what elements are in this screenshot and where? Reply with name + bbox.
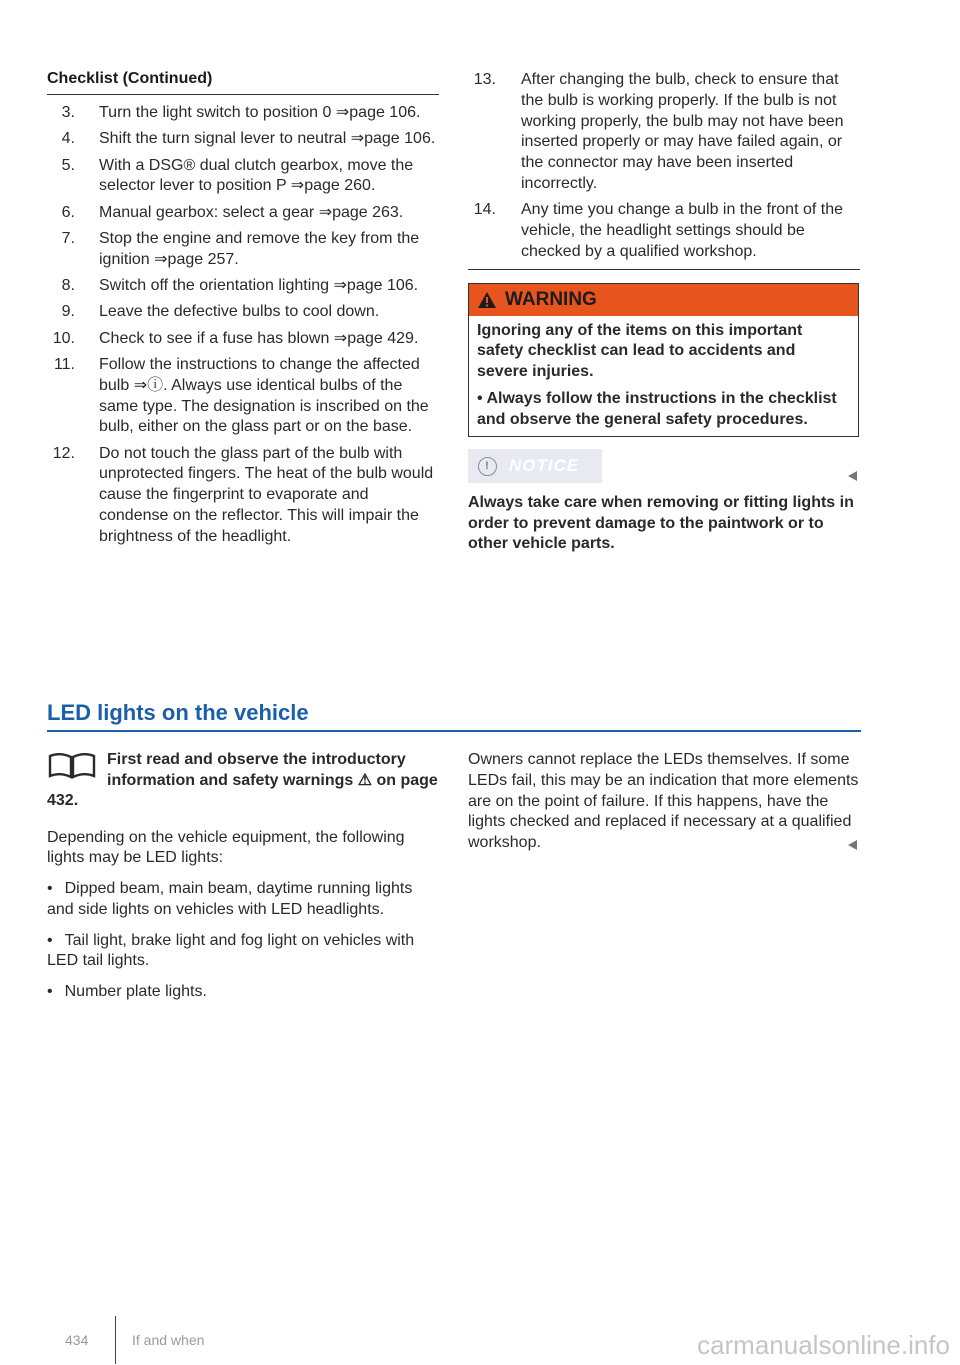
bullet-text: Dipped beam, main beam, daytime running lights and side lights on vehicles with LED headlights. [47, 880, 413, 918]
bullet-text: Tail light, brake light and fog light on vehicles with LED tail lights. [47, 931, 415, 970]
step-number: 12. [52, 444, 75, 462]
step-text: Any time you change a bulb in the front of the vehicle, the headlight settings should be checked by a qualified workshop. [521, 201, 843, 260]
step-number: 4. [61, 130, 75, 148]
section-title: LED lights on the vehicle [47, 700, 861, 732]
paragraph: Depending on the vehicle equipment, the following lights may be LED lights: [47, 828, 405, 867]
watermark: carmanualsonline.info [697, 1330, 950, 1360]
checklist-steps-left [47, 103, 439, 548]
step-number: 11. [53, 355, 75, 373]
step-text: Manual gearbox: select a gear ⇒page 263. [99, 203, 404, 221]
checklist-right-column [468, 70, 860, 555]
notice-icon: ! [478, 457, 497, 476]
page-footer [65, 1316, 204, 1364]
step-number: 10. [52, 329, 75, 347]
checklist-steps-right [468, 70, 860, 263]
step-number: 14. [473, 201, 496, 219]
step-number: 13. [473, 71, 496, 88]
step-text: Switch off the orientation lighting ⇒page 106. [99, 277, 419, 295]
step-number: 7. [61, 229, 75, 247]
checklist-step [47, 103, 439, 124]
step-number: 6. [61, 203, 75, 221]
checklist-step [47, 329, 439, 350]
led-right-column [468, 750, 860, 854]
intro-note [47, 750, 439, 812]
step-number: 3. [61, 104, 75, 121]
bullet-item: • Tail light, brake light and fog light on vehicles with LED tail lights. [47, 931, 415, 970]
open-book-icon [47, 752, 97, 780]
checklist-step [468, 200, 860, 262]
warning-triangle-icon [477, 291, 497, 309]
checklist-step [47, 444, 439, 548]
warning-body [469, 316, 858, 437]
bullet-item: • Dipped beam, main beam, daytime running lights and side lights on vehicles with LED headlights. [47, 880, 413, 918]
step-text: Do not touch the glass part of the bulb with unprotected fingers. The heat of the bulb would cause the fingerprint to evaporate and condense on the reflector. This will impair the brightness of the headlight. [99, 444, 434, 545]
end-of-section-icon [848, 471, 857, 481]
step-text: Stop the engine and remove the key from the ignition ⇒page 257. [99, 229, 420, 268]
step-text: With a DSG® dual clutch gearbox, move the selector lever to position P ⇒page 260. [99, 156, 414, 195]
intro-text: First read and observe the introductory information and safety warnings ⚠ on page 432. [47, 751, 438, 809]
step-text: Turn the light switch to position 0 ⇒page 106. [99, 104, 421, 121]
warning-header [469, 284, 858, 316]
checklist-step [47, 129, 439, 150]
checklist-step [47, 156, 439, 198]
bullet-item: • Number plate lights. [47, 983, 207, 1001]
divider [468, 269, 860, 270]
step-text: Leave the defective bulbs to cool down. [99, 303, 380, 321]
paragraph: Owners cannot replace the LEDs themselves. If some LEDs fail, this may be an indication that more elements are on the point of failure. If this happens, have the lights checked and replaced if necessary at a qualified workshop. [468, 751, 859, 852]
step-text: Check to see if a fuse has blown ⇒page 429. [99, 329, 419, 347]
checklist-step [47, 229, 439, 271]
checklist-left-column [47, 70, 439, 553]
checklist-step [47, 355, 439, 438]
step-number: 8. [61, 277, 75, 295]
step-text: After changing the bulb, check to ensure that the bulb is working properly. If the bulb is not working properly, the bulb may not have been inserted properly or may have failed again, or the connector may have been inserted incorrectly. [521, 71, 844, 192]
step-number: 9. [61, 303, 75, 321]
notice-badge [468, 449, 602, 483]
warning-label: WARNING [505, 288, 597, 310]
step-text: Shift the turn signal lever to neutral ⇒page 106. [99, 130, 436, 148]
checklist-step [468, 70, 860, 195]
warning-text: Ignoring any of the items on this important safety checklist can lead to accidents and severe injuries. [477, 321, 803, 380]
checklist-step [47, 203, 439, 224]
warning-box [468, 283, 859, 438]
led-left-column [47, 750, 439, 1003]
end-of-section-icon [848, 840, 857, 850]
bullet-text: Number plate lights. [64, 983, 207, 1001]
step-number: 5. [61, 156, 75, 174]
checklist-step [47, 276, 439, 297]
step-text: Follow the instructions to change the affected bulb ⇒ⓘ. Always use identical bulbs of the same type. The designation is inscribed on the bulb, either on the glass part or on the base. [99, 355, 429, 436]
checklist-step [47, 302, 439, 323]
notice-text: Always take care when removing or fitting lights in order to prevent damage to the paintwork or to other vehicle parts. [468, 494, 854, 553]
footer-section: If and when [132, 1332, 205, 1348]
page-number: 434 [65, 1332, 89, 1348]
notice-label: NOTICE [509, 456, 580, 476]
warning-bullet: • Always follow the instructions in the checklist and observe the general safety procedures. [477, 390, 837, 428]
footer-divider [115, 1316, 116, 1364]
checklist-heading: Checklist (Continued) [47, 70, 439, 95]
